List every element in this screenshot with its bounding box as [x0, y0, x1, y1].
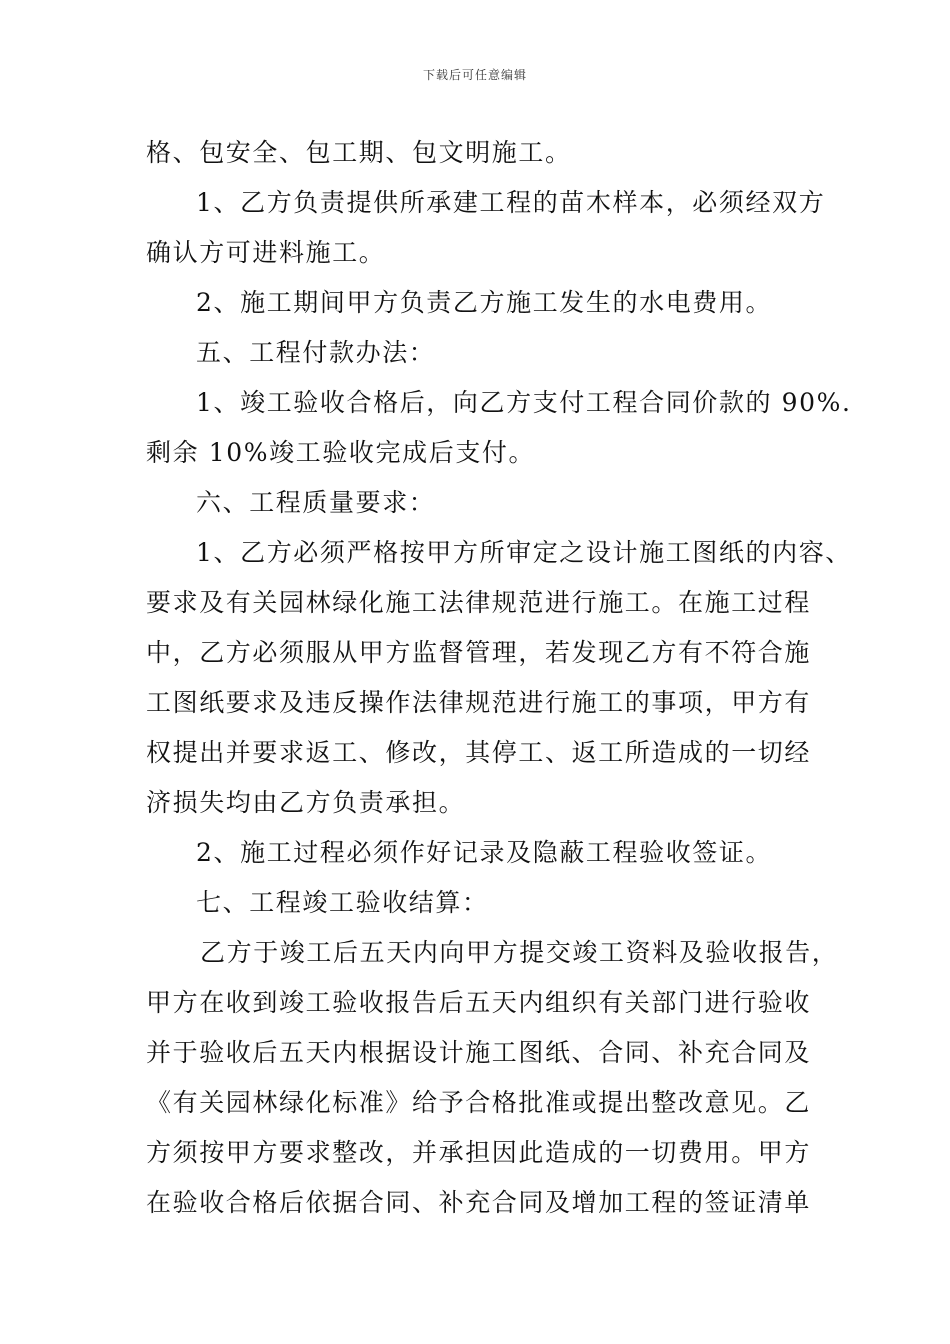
text-line: 甲方在收到竣工验收报告后五天内组织有关部门进行验收 [146, 988, 812, 1017]
text-line: 2、施工过程必须作好记录及隐蔽工程验收签证。 [196, 838, 773, 867]
text-line: 权提出并要求返工、修改，其停工、返工所造成的一切经 [146, 738, 812, 767]
section-heading: 七、工程竣工验收结算： [196, 888, 489, 917]
text-line: 在验收合格后依据合同、补充合同及增加工程的签证清单 [146, 1188, 812, 1217]
text-line: 《有关园林绿化标准》给予合格批准或提出整改意见。乙 [146, 1088, 812, 1117]
text-line: 要求及有关园林绿化施工法律规范进行施工。在施工过程 [146, 588, 812, 617]
text-line: 1、乙方必须严格按甲方所审定之设计施工图纸的内容、 [196, 538, 852, 567]
text-line: 工图纸要求及违反操作法律规范进行施工的事项，甲方有 [146, 688, 812, 717]
text-line: 并于验收后五天内根据设计施工图纸、合同、补充合同及 [146, 1038, 812, 1067]
section-heading: 六、工程质量要求： [196, 488, 436, 517]
text-line: 中，乙方必须服从甲方监督管理，若发现乙方有不符合施 [146, 638, 812, 667]
text-line: 济损失均由乙方负责承担。 [146, 788, 466, 817]
text-line: 1、竣工验收合格后，向乙方支付工程合同价款的 90%. [196, 388, 852, 417]
text-line: 格、包安全、包工期、包文明施工。 [146, 138, 572, 167]
text-line: 乙方于竣工后五天内向甲方提交竣工资料及验收报告， [200, 938, 839, 967]
section-heading: 五、工程付款办法： [196, 338, 436, 367]
header-note: 下载后可任意编辑 [422, 68, 527, 82]
document-body [146, 128, 852, 1228]
text-line: 剩余 10%竣工验收完成后支付。 [146, 438, 536, 467]
text-line: 方须按甲方要求整改，并承担因此造成的一切费用。甲方 [146, 1138, 812, 1167]
text-line: 2、施工期间甲方负责乙方施工发生的水电费用。 [196, 288, 773, 317]
text-line: 1、乙方负责提供所承建工程的苗木样本，必须经双方 [196, 188, 826, 217]
text-line: 确认方可进料施工。 [146, 238, 386, 267]
